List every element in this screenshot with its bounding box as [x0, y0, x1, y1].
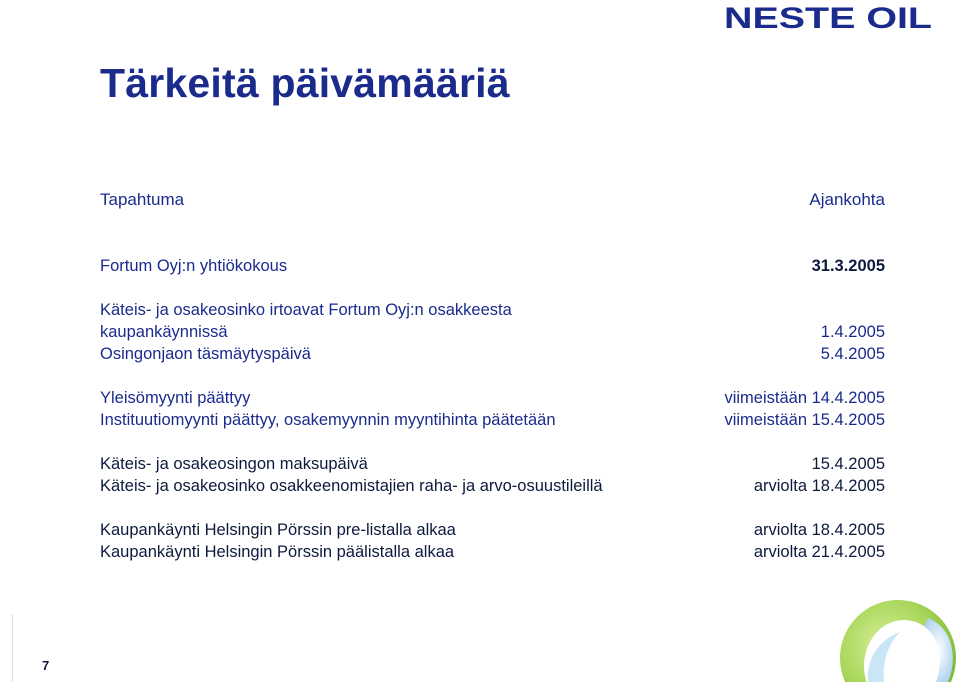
- row-date: arviolta 18.4.2005: [753, 477, 885, 495]
- row-event: Fortum Oyj:n yhtiökokous: [100, 257, 288, 275]
- row-event: Käteis- ja osakeosingon maksupäivä: [100, 455, 368, 473]
- table-row: [100, 387, 885, 409]
- row-date: 31.3.2005: [811, 257, 885, 275]
- row-event: kaupankäynnissä: [100, 323, 228, 341]
- table-row: [100, 519, 885, 541]
- header-date: Ajankohta: [809, 190, 885, 209]
- row-date: arviolta 18.4.2005: [753, 521, 885, 539]
- table-row: [100, 541, 885, 563]
- table-row: [100, 409, 885, 431]
- neste-oil-logo: [724, 2, 934, 32]
- row-event: Yleisömyynti päättyy: [100, 389, 251, 407]
- row-date: 1.4.2005: [820, 323, 885, 341]
- table-row: [100, 475, 885, 497]
- table-row: [100, 321, 885, 343]
- row-date: 5.4.2005: [820, 345, 885, 363]
- row-event: Käteis- ja osakeosinko osakkeenomistajien raha- ja arvo-osuustileillä: [100, 477, 603, 495]
- row-event: Käteis- ja osakeosinko irtoavat Fortum Oyj:n osakkeesta: [100, 301, 512, 319]
- row-date: viimeistään 15.4.2005: [724, 411, 885, 429]
- row-event: Kaupankäynti Helsingin Pörssin päälistalla alkaa: [100, 543, 455, 561]
- row-date: 15.4.2005: [811, 455, 885, 473]
- table-row: [100, 255, 885, 277]
- footer-divider: [12, 614, 13, 682]
- row-event: Osingonjaon täsmäytyspäivä: [100, 345, 311, 363]
- page-title: Tärkeitä päivämääriä: [100, 60, 510, 106]
- table-row: [100, 299, 885, 321]
- table-row: [100, 343, 885, 365]
- row-date: viimeistään 14.4.2005: [724, 389, 885, 407]
- row-date: arviolta 21.4.2005: [753, 543, 885, 561]
- row-event: Instituutiomyynti päättyy, osakemyynnin myyntihinta päätetään: [100, 411, 556, 429]
- logo-text: NESTE OIL: [724, 2, 932, 32]
- page-number: 7: [42, 658, 50, 673]
- header-event: Tapahtuma: [100, 190, 185, 209]
- table-row: [100, 453, 885, 475]
- row-event: Kaupankäynti Helsingin Pörssin pre-listalla alkaa: [100, 521, 456, 539]
- brand-swoosh-icon: [828, 598, 959, 682]
